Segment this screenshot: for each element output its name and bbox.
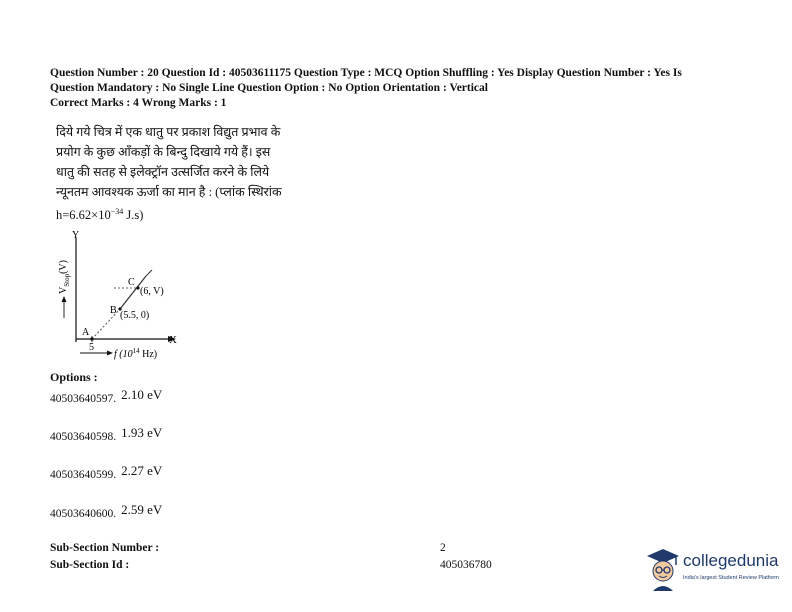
subsection-id-label: Sub-Section Id : <box>50 559 130 571</box>
x-axis-name: X <box>169 334 177 346</box>
question-metadata <box>50 66 750 111</box>
option-id: 40503640597. <box>50 393 117 405</box>
option-item[interactable] <box>50 502 163 521</box>
question-text <box>56 122 306 225</box>
collegedunia-logo <box>645 545 790 595</box>
subsection-id-value: 405036780 <box>440 559 492 571</box>
graduate-mascot-icon <box>645 547 681 591</box>
brand-name: collegedunia <box>683 551 779 570</box>
point-a-marker <box>90 337 93 340</box>
option-item[interactable] <box>50 387 163 406</box>
planck-exponent: −34 <box>110 207 124 216</box>
y-label-sub: Stop <box>63 273 71 287</box>
option-value: 2.10 eV <box>121 387 163 402</box>
point-b-label: B <box>110 305 117 316</box>
planck-suffix: J.s) <box>123 208 144 222</box>
x-label-arrow-head <box>107 351 113 356</box>
option-id: 40503640598. <box>50 431 117 443</box>
option-value: 2.59 eV <box>121 502 163 517</box>
x-label-prefix: f (10 <box>114 349 133 360</box>
planck-constant <box>56 202 306 225</box>
subsection-number-label: Sub-Section Number : <box>50 542 160 554</box>
x-label-exp: 14 <box>132 347 140 355</box>
question-line: धातु की सतह से इलेक्ट्रॉन उत्सर्जित करने के लिये <box>56 165 270 179</box>
x-label-suffix: Hz) <box>139 349 158 360</box>
meta-line-2: Question Mandatory : No Single Line Question Option : No Option Orientation : Vertical <box>50 82 488 94</box>
brand-tagline: India's largest Student Review Platform <box>683 575 779 581</box>
y-label-main: V <box>58 286 69 294</box>
option-item[interactable] <box>50 425 163 444</box>
extrapolation-line <box>146 270 152 276</box>
question-line: न्यूनतम आवश्यक ऊर्जा का मान है : (प्लांक स्थिरांक <box>56 185 282 199</box>
option-value: 1.93 eV <box>121 425 163 440</box>
point-a-label: A <box>82 327 90 338</box>
marks-line: Correct Marks : 4 Wrong Marks : 1 <box>50 97 227 109</box>
y-axis-label <box>58 260 71 294</box>
meta-line-1: Question Number : 20 Question Id : 40503611175 Question Type : MCQ Option Shuffling : Yes Display Question Number : Yes Is <box>50 67 682 79</box>
option-id: 40503640599. <box>50 469 117 481</box>
point-c-coord: (6, V) <box>140 286 164 297</box>
x-tick-label: 5 <box>89 342 94 353</box>
option-id: 40503640600. <box>50 508 117 520</box>
question-line: दिये गये चित्र में एक धातु पर प्रकाश विद्युत प्रभाव के <box>56 125 281 139</box>
photoelectric-graph <box>50 226 200 366</box>
x-axis-label <box>114 347 157 360</box>
planck-prefix: h=6.62×10 <box>56 208 111 222</box>
question-line: प्रयोग के कुछ आँकड़ों के बिन्दु दिखाये गये हैं। इस <box>56 145 271 159</box>
option-value: 2.27 eV <box>121 463 163 478</box>
y-label-arrow-head <box>62 296 67 302</box>
y-axis-name: Y <box>72 230 80 241</box>
options-heading: Options : <box>50 370 98 384</box>
point-b-coord: (5.5, 0) <box>120 310 150 321</box>
option-item[interactable] <box>50 463 163 482</box>
y-label-unit: (V) <box>58 260 69 274</box>
subsection-number-value: 2 <box>440 542 446 554</box>
point-c-label: C <box>128 277 135 288</box>
